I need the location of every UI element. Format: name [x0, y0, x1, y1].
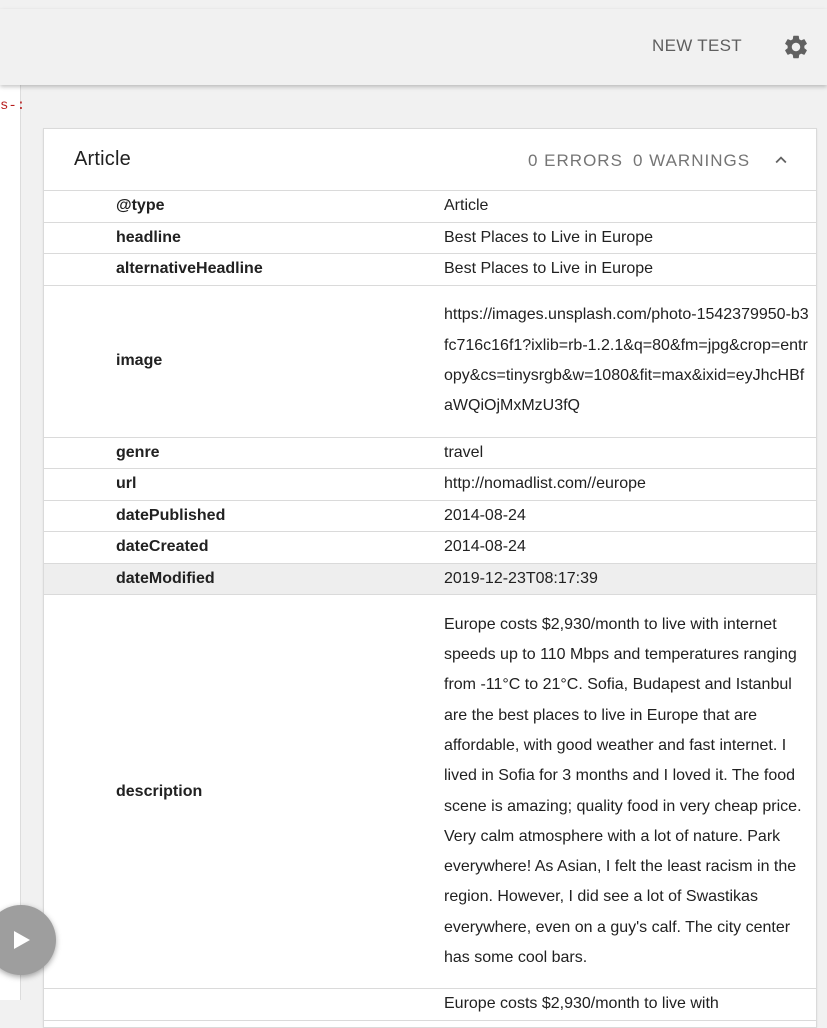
- table-row: [44, 438, 816, 470]
- property-name: genre: [116, 443, 160, 461]
- card-title: Article: [74, 148, 131, 170]
- property-name: datePublished: [116, 506, 226, 524]
- table-row: [44, 286, 816, 438]
- table-row: [44, 191, 816, 223]
- property-value: Europe costs $2,930/month to live with internet speeds up to 110 Mbps and temperatures ranging from -11°C to 21°C. Sofia, Budapest and Istanbul are the best places to live in Europe that are affordable, with good weather and fast internet. I lived in Sofia for 3 months and I loved it. The food scene is amazing; quality food in very cheap price. Very calm atmosphere with a lot of nature. Park everywhere! As Asian, I felt the least racism in the region. However, I did see a lot of Swastikas everywhere, even on a guy's calf. The city center has some cool bars.: [444, 615, 802, 966]
- chevron-up-icon[interactable]: [770, 149, 792, 171]
- table-row: [44, 989, 816, 1021]
- property-value: Best Places to Live in Europe: [444, 260, 654, 278]
- top-toolbar: [0, 9, 827, 85]
- table-row: [44, 254, 816, 286]
- property-value: Article: [444, 197, 489, 215]
- property-value: Best Places to Live in Europe: [444, 228, 654, 246]
- table-row: [44, 532, 816, 564]
- code-fragment: s-:: [0, 98, 26, 114]
- table-row: [44, 595, 816, 989]
- card-header[interactable]: [44, 129, 816, 191]
- property-value: https://images.unsplash.com/photo-1542379950-b3fc716c16f1?ixlib=rb-1.2.1&q=80&fm=jpg&crop=entropy&cs=tinysrgb&w=1080&fit=max&ixid=eyJhcHBfaWQiOjMxMzU3fQ: [444, 306, 809, 415]
- property-name: dateModified: [116, 569, 215, 587]
- property-name: url: [116, 475, 137, 493]
- property-name: image: [116, 352, 163, 369]
- property-name: @type: [116, 197, 165, 215]
- play-icon: [13, 930, 31, 950]
- new-test-button[interactable]: NEW TEST: [652, 36, 742, 55]
- errors-count: 0 ERRORS: [528, 151, 623, 170]
- property-value: http://nomadlist.com//europe: [444, 475, 646, 493]
- property-name: dateCreated: [116, 538, 209, 556]
- property-name: alternativeHeadline: [116, 260, 263, 278]
- property-value: Europe costs $2,930/month to live with: [444, 995, 719, 1012]
- table-row: [44, 564, 816, 596]
- gear-icon[interactable]: [782, 33, 810, 61]
- warnings-count: 0 WARNINGS: [633, 151, 751, 170]
- table-row: [44, 223, 816, 255]
- property-value: travel: [444, 443, 484, 461]
- code-editor-panel[interactable]: [0, 85, 26, 1000]
- property-value: 2014-08-24: [444, 506, 526, 524]
- property-name: description: [116, 782, 203, 800]
- table-row: [44, 469, 816, 501]
- property-name: headline: [116, 228, 181, 246]
- property-value: 2014-08-24: [444, 538, 526, 556]
- property-value: 2019-12-23T08:17:39: [444, 569, 598, 587]
- table-row: [44, 501, 816, 533]
- article-result-card: [43, 128, 817, 1028]
